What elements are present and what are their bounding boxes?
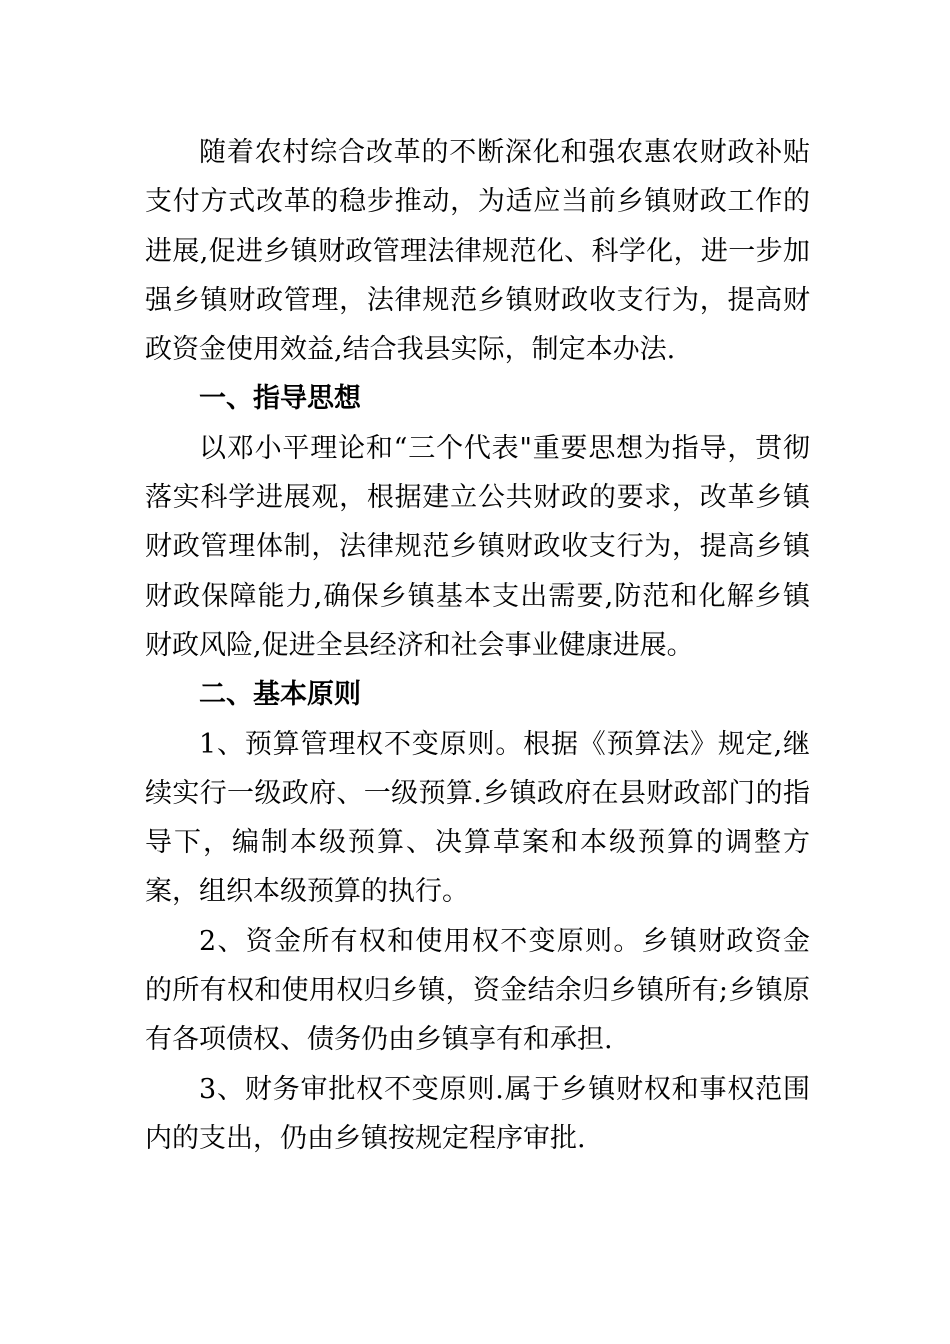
- principle-item-1: 1、预算管理权不变原则。根据《预算法》规定,继续实行一级政府、一级预算.乡镇政府在县财政部门的指导下，编制本级预算、决算草案和本级预算的调整方案，组织本级预算的执行。: [145, 728, 810, 908]
- principle-item-2: 2、资金所有权和使用权不变原则。乡镇财政资金的所有权和使用权归乡镇，资金结余归乡镇所有;乡镇原有各项债权、债务仍由乡镇享有和承担.: [145, 925, 810, 1056]
- section-heading-guiding-ideology: 一、指导思想: [199, 383, 361, 415]
- guiding-ideology-paragraph: 以邓小平理论和“三个代表"重要思想为指导，贯彻落实科学进展观，根据建立公共财政的要求，改革乡镇财政管理体制，法律规范乡镇财政收支行为，提高乡镇财政保障能力,确保乡镇基本支出需要,防范和化解乡镇财政风险,促进全县经济和社会事业健康进展。: [145, 432, 810, 661]
- intro-paragraph: 随着农村综合改革的不断深化和强农惠农财政补贴支付方式改革的稳步推动，为适应当前乡镇财政工作的进展,促进乡镇财政管理法律规范化、科学化，进一步加强乡镇财政管理，法律规范乡镇财政收支行为，提高财政资金使用效益,结合我县实际，制定本办法.: [145, 137, 810, 366]
- section-heading-basic-principles: 二、基本原则: [199, 679, 361, 711]
- document-body: [145, 128, 810, 1163]
- principle-item-3: 3、财务审批权不变原则.属于乡镇财权和事权范围内的支出，仍由乡镇按规定程序审批.: [145, 1073, 810, 1154]
